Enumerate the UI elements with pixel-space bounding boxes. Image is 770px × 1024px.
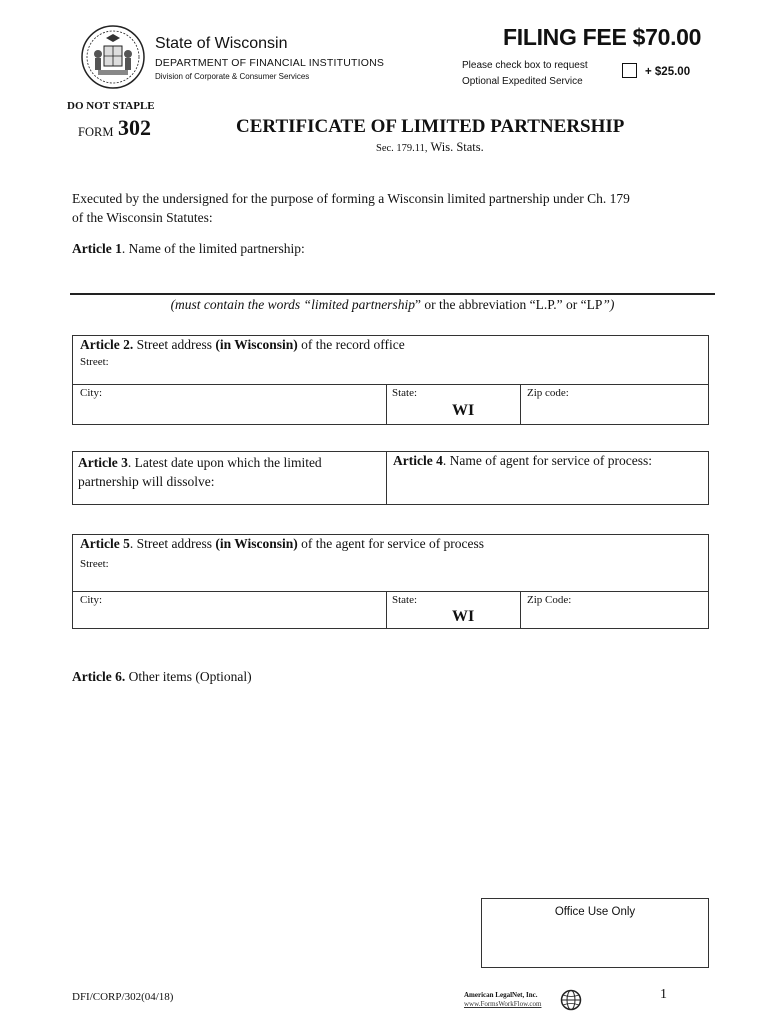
article2-street-field[interactable]: [120, 354, 700, 378]
article2-text-a: Street address: [133, 337, 216, 352]
article2-state-value: WI: [452, 402, 475, 419]
article2-in-wisconsin: (in Wisconsin): [215, 337, 298, 352]
statute-reference: [376, 140, 484, 155]
article1-heading: [72, 241, 305, 257]
state-name: State of Wisconsin: [155, 35, 288, 52]
article5-street-field[interactable]: [120, 556, 700, 586]
article2-vdivider-1: [386, 384, 387, 425]
article4-label: Article 4: [393, 453, 443, 468]
article2-zip-field[interactable]: [580, 386, 705, 422]
publisher-name: American LegalNet, Inc.: [464, 991, 538, 999]
other-items-field[interactable]: [72, 692, 709, 882]
article5-zip-field[interactable]: [584, 593, 704, 626]
name-hint-b: ” or the abbreviation “L.P.” or “LP: [414, 297, 603, 312]
intro-line1: Executed by the undersigned for the purpose of forming a Wisconsin limited partnership under Ch. 179: [72, 191, 630, 206]
article2-text-c: of the record office: [297, 337, 405, 352]
article5-in-wisconsin: (in Wisconsin): [215, 536, 298, 551]
statute-wis: Wis. Stats.: [430, 140, 484, 154]
name-hint-a: (must contain the words “limited partnership: [170, 297, 415, 312]
intro-paragraph: [72, 189, 712, 227]
expedited-text-line2: Optional Expedited Service: [462, 76, 583, 87]
page-number: 1: [660, 987, 667, 1002]
article2-label: Article 2.: [80, 337, 134, 352]
article5-street-label: Street:: [80, 558, 109, 570]
statute-section: Sec. 179.11,: [376, 143, 428, 154]
article3-line1: [78, 453, 322, 472]
partnership-name-field[interactable]: [70, 293, 715, 295]
article2-divider: [72, 384, 709, 385]
article5-text-c: of the agent for service of process: [297, 536, 485, 551]
article5-vdivider-1: [386, 591, 387, 629]
expedited-fee: + $25.00: [645, 66, 691, 78]
globe-icon: [560, 989, 582, 1011]
agent-name-field[interactable]: [392, 474, 704, 501]
dissolution-date-field[interactable]: [230, 472, 380, 500]
division-name: Division of Corporate & Consumer Services: [155, 72, 310, 81]
article5-zip-label: Zip Code:: [527, 594, 572, 606]
article5-state-label: State:: [392, 594, 418, 606]
article4-heading: [393, 453, 652, 469]
name-hint-c: ”): [602, 297, 615, 312]
article5-text-a: . Street address: [129, 536, 216, 551]
article2-city-field[interactable]: [110, 386, 380, 422]
article2-zip-label: Zip code:: [527, 387, 569, 399]
article2-heading: [80, 337, 405, 353]
article5-state-value: WI: [452, 608, 475, 625]
article6-text: Other items (Optional): [125, 669, 252, 684]
form-number: 302: [118, 115, 151, 140]
partnership-name-hint: [70, 297, 715, 313]
wisconsin-seal-logo: [80, 24, 146, 90]
article1-text: . Name of the limited partnership:: [121, 241, 305, 256]
publisher-url[interactable]: www.FormsWorkFlow.com: [464, 1000, 542, 1008]
article5-vdivider-2: [520, 591, 521, 629]
filing-fee: FILING FEE $70.00: [503, 24, 702, 50]
article5-city-field[interactable]: [110, 593, 380, 626]
article6-heading: [72, 669, 252, 685]
article6-label: Article 6.: [72, 669, 126, 684]
article4-text: . Name of agent for service of process:: [442, 453, 653, 468]
article2-state-label: State:: [392, 387, 418, 399]
article5-city-label: City:: [80, 594, 103, 606]
do-not-staple-notice: DO NOT STAPLE: [67, 100, 155, 112]
expedited-request-text: [462, 58, 612, 90]
article1-label: Article 1: [72, 241, 122, 256]
article5-divider: [72, 591, 709, 592]
intro-line2: of the Wisconsin Statutes:: [72, 210, 213, 225]
article3-line2: partnership will dissolve:: [78, 474, 215, 489]
form-code: DFI/CORP/302(04/18): [72, 991, 174, 1003]
page-title: CERTIFICATE OF LIMITED PARTNERSHIP: [236, 116, 625, 137]
form-label: FORM: [78, 125, 114, 139]
article3-label: Article 3: [78, 455, 128, 470]
article3-text: . Latest date upon which the limited: [127, 455, 322, 470]
article5-heading: [80, 536, 484, 552]
publisher-block: [464, 991, 541, 1009]
expedited-text-line1: Please check box to request: [462, 60, 588, 71]
expedited-service-checkbox[interactable]: [622, 63, 637, 78]
article3-4-divider: [386, 451, 387, 505]
article5-label: Article 5: [80, 536, 130, 551]
article2-city-label: City:: [80, 387, 103, 399]
article2-street-label: Street:: [80, 356, 109, 368]
article2-vdivider-2: [520, 384, 521, 425]
office-use-label: Office Use Only: [554, 906, 636, 918]
department-name: DEPARTMENT OF FINANCIAL INSTITUTIONS: [155, 57, 385, 69]
